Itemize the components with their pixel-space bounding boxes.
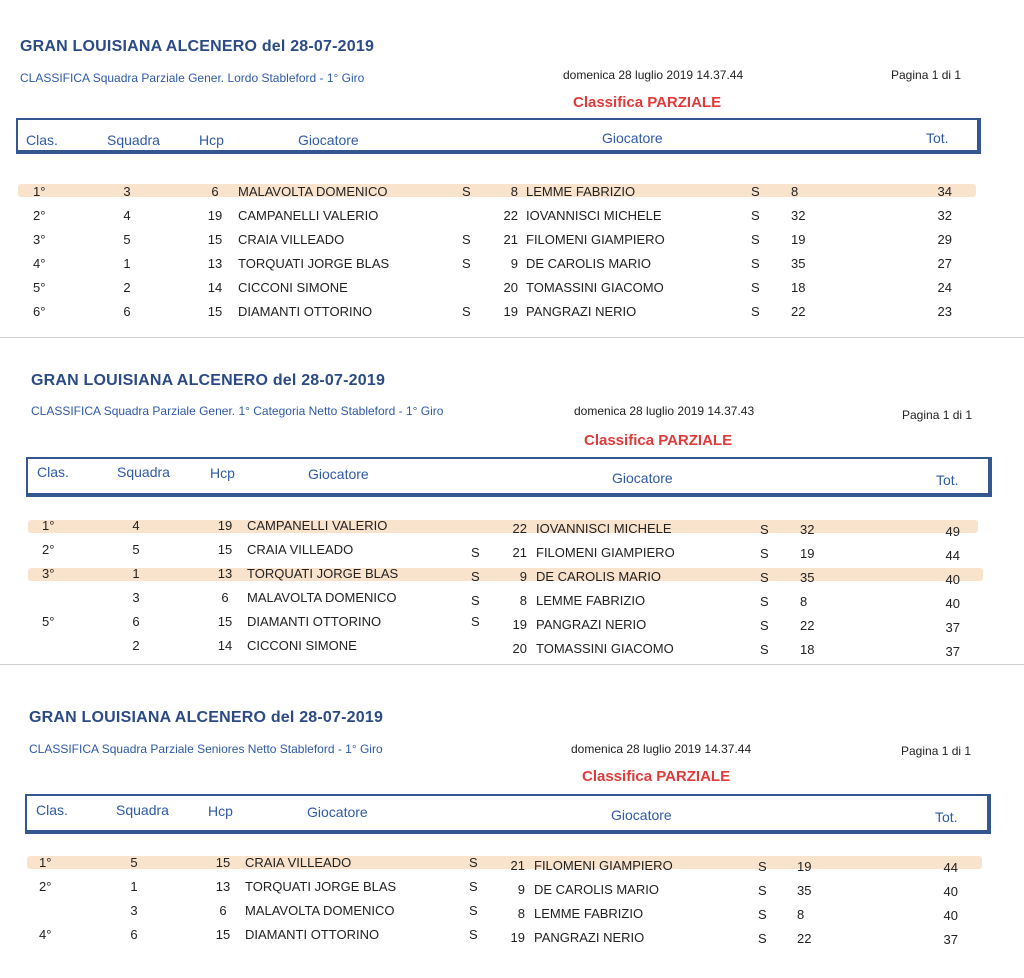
cell-giocatore-2: LEMME FABRIZIO [526, 184, 636, 199]
cell-s-2: S [760, 546, 769, 561]
table-row [0, 256, 1024, 278]
cell-hcp: 15 [207, 304, 223, 319]
cell-giocatore-1: CAMPANELLI VALERIO [238, 208, 379, 223]
header-squadra: Squadra [116, 802, 169, 818]
cell-giocatore-2: IOVANNISCI MICHELE [526, 208, 662, 223]
cell-hcp: 6 [211, 184, 219, 199]
table-row [0, 927, 1024, 949]
header-giocatore-2: Giocatore [602, 130, 663, 146]
cell-clas: 6° [33, 304, 46, 319]
cell-giocatore-2: PANGRAZI NERIO [534, 930, 645, 945]
cell-squadra: 1 [130, 879, 138, 894]
cell-hcp-2: 21 [503, 232, 518, 247]
table-header [16, 118, 981, 154]
header-hcp: Hcp [208, 803, 233, 819]
page-indicator: Pagina 1 di 1 [901, 744, 972, 758]
cell-squadra: 3 [130, 903, 138, 918]
cell-tot: 37 [945, 644, 960, 659]
cell-hcp: 19 [207, 208, 223, 223]
cell-squadra: 1 [123, 256, 131, 271]
cell-giocatore-2: FILOMENI GIAMPIERO [534, 858, 673, 873]
cell-hcp: 13 [215, 879, 231, 894]
section-divider [0, 337, 1024, 338]
cell-squadra: 3 [123, 184, 131, 199]
report-date: domenica 28 luglio 2019 14.37.44 [571, 742, 752, 756]
cell-s-2: S [751, 280, 760, 295]
cell-points-2: 32 [791, 208, 806, 223]
table-row [0, 566, 1024, 588]
cell-tot: 24 [937, 280, 952, 295]
cell-giocatore-2: FILOMENI GIAMPIERO [526, 232, 665, 247]
cell-hcp: 15 [217, 614, 233, 629]
cell-s-2: S [751, 232, 760, 247]
cell-clas: 4° [39, 927, 52, 942]
cell-s-2: S [758, 907, 767, 922]
cell-giocatore-2: DE CAROLIS MARIO [536, 569, 661, 584]
cell-hcp: 6 [219, 903, 227, 918]
cell-points-2: 19 [791, 232, 806, 247]
report-date: domenica 28 luglio 2019 14.37.44 [563, 68, 744, 82]
cell-squadra: 1 [132, 566, 140, 581]
cell-s-2: S [760, 570, 769, 585]
cell-squadra: 2 [123, 280, 131, 295]
cell-squadra: 6 [123, 304, 131, 319]
header-tot: Tot. [935, 809, 958, 825]
cell-giocatore-1: CICCONI SIMONE [238, 280, 348, 295]
page-indicator: Pagina 1 di 1 [902, 408, 973, 422]
table-header [25, 794, 991, 834]
cell-clas: 5° [33, 280, 46, 295]
cell-s-1: S [469, 927, 478, 942]
cell-hcp-2: 8 [519, 593, 527, 608]
cell-hcp-2: 19 [512, 617, 527, 632]
cell-hcp: 14 [217, 638, 233, 653]
cell-s-1: S [462, 184, 471, 199]
header-giocatore-2: Giocatore [612, 470, 673, 486]
cell-hcp-2: 9 [517, 882, 525, 897]
cell-giocatore-2: LEMME FABRIZIO [536, 593, 646, 608]
cell-points-2: 35 [797, 883, 812, 898]
cell-giocatore-2: TOMASSINI GIACOMO [536, 641, 674, 656]
cell-giocatore-2: TOMASSINI GIACOMO [526, 280, 664, 295]
cell-tot: 37 [945, 620, 960, 635]
cell-hcp: 14 [207, 280, 223, 295]
cell-squadra: 6 [130, 927, 138, 942]
cell-hcp-2: 20 [503, 280, 518, 295]
cell-tot: 23 [937, 304, 952, 319]
cell-tot: 40 [943, 908, 958, 923]
cell-s-1: S [471, 569, 480, 584]
cell-hcp: 13 [207, 256, 223, 271]
cell-s-2: S [760, 642, 769, 657]
cell-hcp-2: 8 [510, 184, 518, 199]
cell-clas: 1° [42, 518, 55, 533]
cell-giocatore-2: PANGRAZI NERIO [536, 617, 647, 632]
cell-squadra: 5 [123, 232, 131, 247]
cell-hcp: 19 [217, 518, 233, 533]
classifica-label: Classifica PARZIALE [584, 432, 733, 449]
report-subtitle: CLASSIFICA Squadra Parziale Seniores Netto Stableford - 1° Giro [29, 742, 383, 756]
header-clas: Clas. [36, 802, 68, 818]
cell-s-1: S [471, 614, 480, 629]
cell-hcp-2: 19 [503, 304, 518, 319]
classifica-label: Classifica PARZIALE [582, 768, 731, 785]
cell-s-2: S [760, 618, 769, 633]
table-row [0, 614, 1024, 636]
cell-giocatore-1: DIAMANTI OTTORINO [245, 927, 380, 942]
cell-s-2: S [758, 931, 767, 946]
header-squadra: Squadra [117, 464, 170, 480]
cell-points-2: 18 [791, 280, 806, 295]
cell-giocatore-2: PANGRAZI NERIO [526, 304, 637, 319]
cell-s-1: S [471, 593, 480, 608]
cell-clas: 3° [33, 232, 46, 247]
cell-hcp-2: 9 [510, 256, 518, 271]
cell-squadra: 2 [132, 638, 140, 653]
cell-points-2: 19 [797, 859, 812, 874]
cell-s-1: S [469, 903, 478, 918]
cell-s-2: S [751, 304, 760, 319]
cell-hcp: 15 [215, 855, 231, 870]
table-row [0, 184, 1024, 206]
header-hcp: Hcp [199, 132, 224, 148]
cell-giocatore-1: CICCONI SIMONE [247, 638, 357, 653]
cell-giocatore-2: DE CAROLIS MARIO [526, 256, 651, 271]
report-title: GRAN LOUISIANA ALCENERO del 28-07-2019 [29, 709, 384, 726]
report-subtitle: CLASSIFICA Squadra Parziale Gener. 1° Categoria Netto Stableford - 1° Giro [31, 404, 444, 418]
cell-points-2: 18 [800, 642, 815, 657]
header-hcp: Hcp [210, 465, 235, 481]
table-row [0, 855, 1024, 877]
cell-s-2: S [751, 184, 760, 199]
cell-tot: 32 [937, 208, 952, 223]
cell-hcp-2: 8 [517, 906, 525, 921]
table-row [0, 542, 1024, 564]
cell-giocatore-2: IOVANNISCI MICHELE [536, 521, 672, 536]
cell-clas: 2° [42, 542, 55, 557]
cell-tot: 40 [945, 572, 960, 587]
page-indicator: Pagina 1 di 1 [891, 68, 962, 82]
cell-giocatore-1: MALAVOLTA DOMENICO [245, 903, 395, 918]
header-squadra: Squadra [107, 132, 160, 148]
cell-clas: 1° [39, 855, 52, 870]
cell-s-2: S [758, 859, 767, 874]
cell-hcp-2: 21 [512, 545, 527, 560]
cell-tot: 40 [943, 884, 958, 899]
header-clas: Clas. [37, 464, 69, 480]
cell-s-1: S [462, 232, 471, 247]
report-title: GRAN LOUISIANA ALCENERO del 28-07-2019 [20, 38, 375, 55]
cell-giocatore-1: CRAIA VILLEADO [247, 542, 354, 557]
cell-hcp: 15 [215, 927, 231, 942]
header-tot: Tot. [936, 472, 959, 488]
cell-s-2: S [760, 594, 769, 609]
cell-points-2: 8 [800, 594, 808, 609]
cell-clas: 2° [33, 208, 46, 223]
cell-clas: 3° [42, 566, 55, 581]
cell-s-1: S [469, 855, 478, 870]
table-row [0, 879, 1024, 901]
cell-points-2: 22 [797, 931, 812, 946]
section-divider [0, 664, 1024, 665]
cell-hcp-2: 9 [519, 569, 527, 584]
cell-s-2: S [760, 522, 769, 537]
cell-s-1: S [469, 879, 478, 894]
cell-giocatore-2: LEMME FABRIZIO [534, 906, 644, 921]
table-row [0, 590, 1024, 612]
cell-tot: 44 [943, 860, 958, 875]
cell-clas: 2° [39, 879, 52, 894]
table-header [26, 457, 992, 497]
cell-tot: 40 [945, 596, 960, 611]
cell-points-2: 35 [791, 256, 806, 271]
cell-hcp-2: 22 [503, 208, 518, 223]
header-giocatore-1: Giocatore [298, 132, 359, 148]
table-row [0, 304, 1024, 326]
header-clas: Clas. [26, 132, 58, 148]
cell-hcp: 6 [221, 590, 229, 605]
cell-tot: 37 [943, 932, 958, 947]
table-row [0, 280, 1024, 302]
cell-giocatore-1: MALAVOLTA DOMENICO [247, 590, 397, 605]
report-title: GRAN LOUISIANA ALCENERO del 28-07-2019 [31, 372, 386, 389]
cell-s-2: S [758, 883, 767, 898]
cell-giocatore-1: TORQUATI JORGE BLAS [247, 566, 399, 581]
cell-squadra: 6 [132, 614, 140, 629]
cell-points-2: 35 [800, 570, 815, 585]
cell-points-2: 19 [800, 546, 815, 561]
cell-giocatore-1: CAMPANELLI VALERIO [247, 518, 388, 533]
cell-squadra: 5 [130, 855, 138, 870]
cell-points-2: 8 [791, 184, 799, 199]
cell-squadra: 5 [132, 542, 140, 557]
cell-squadra: 4 [132, 518, 140, 533]
table-row [0, 903, 1024, 925]
table-row [0, 518, 1024, 540]
cell-hcp: 15 [207, 232, 223, 247]
header-giocatore-1: Giocatore [307, 804, 368, 820]
cell-giocatore-1: DIAMANTI OTTORINO [238, 304, 373, 319]
cell-giocatore-1: CRAIA VILLEADO [238, 232, 345, 247]
cell-squadra: 4 [123, 208, 131, 223]
header-giocatore-2: Giocatore [611, 807, 672, 823]
cell-tot: 34 [937, 184, 952, 199]
header-giocatore-1: Giocatore [308, 466, 369, 482]
cell-s-1: S [471, 545, 480, 560]
cell-points-2: 22 [800, 618, 815, 633]
report-date: domenica 28 luglio 2019 14.37.43 [574, 404, 755, 418]
cell-hcp: 15 [217, 542, 233, 557]
cell-clas: 4° [33, 256, 46, 271]
cell-hcp: 13 [217, 566, 233, 581]
cell-clas: 5° [42, 614, 55, 629]
cell-hcp-2: 22 [512, 521, 527, 536]
cell-tot: 29 [937, 232, 952, 247]
cell-giocatore-1: TORQUATI JORGE BLAS [238, 256, 390, 271]
cell-giocatore-1: MALAVOLTA DOMENICO [238, 184, 388, 199]
cell-tot: 49 [945, 524, 960, 539]
table-row [0, 638, 1024, 660]
cell-tot: 27 [937, 256, 952, 271]
table-row [0, 208, 1024, 230]
cell-hcp-2: 20 [512, 641, 527, 656]
cell-s-2: S [751, 256, 760, 271]
cell-points-2: 22 [791, 304, 806, 319]
cell-giocatore-1: CRAIA VILLEADO [245, 855, 352, 870]
cell-giocatore-1: TORQUATI JORGE BLAS [245, 879, 397, 894]
classifica-label: Classifica PARZIALE [573, 94, 722, 111]
report-subtitle: CLASSIFICA Squadra Parziale Gener. Lordo Stableford - 1° Giro [20, 71, 365, 85]
cell-squadra: 3 [132, 590, 140, 605]
table-row [0, 232, 1024, 254]
cell-giocatore-2: DE CAROLIS MARIO [534, 882, 659, 897]
cell-s-1: S [462, 256, 471, 271]
cell-s-2: S [751, 208, 760, 223]
cell-giocatore-1: DIAMANTI OTTORINO [247, 614, 382, 629]
cell-giocatore-2: FILOMENI GIAMPIERO [536, 545, 675, 560]
cell-s-1: S [462, 304, 471, 319]
header-tot: Tot. [926, 130, 949, 146]
cell-points-2: 8 [797, 907, 805, 922]
cell-hcp-2: 21 [510, 858, 525, 873]
cell-points-2: 32 [800, 522, 815, 537]
cell-hcp-2: 19 [510, 930, 525, 945]
cell-tot: 44 [945, 548, 960, 563]
cell-clas: 1° [33, 184, 46, 199]
